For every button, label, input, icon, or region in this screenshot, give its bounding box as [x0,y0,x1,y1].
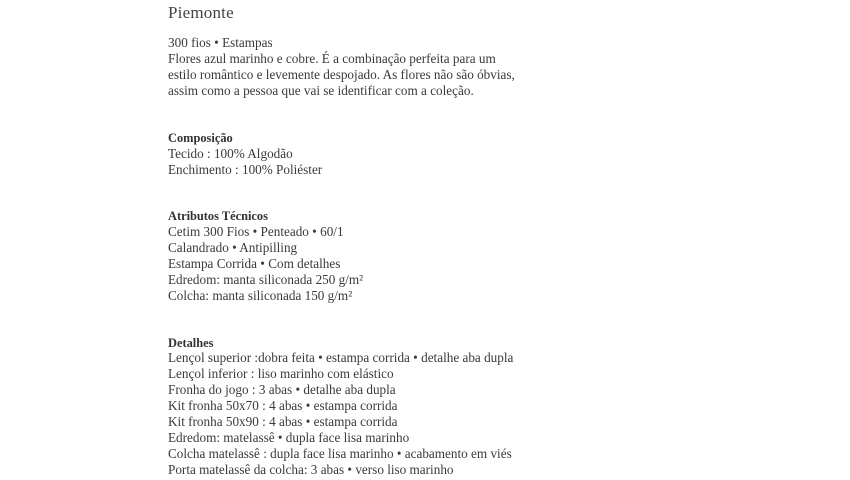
atributos-line: Estampa Corrida • Com detalhes [168,256,341,271]
detalhes-line: Kit fronha 50x90 : 4 abas • estampa corrida [168,414,398,429]
detalhes-section [168,350,513,478]
intro-line: Flores azul marinho e cobre. É a combinação perfeita para um [168,51,496,66]
detalhes-line: Kit fronha 50x70 : 4 abas • estampa corrida [168,398,398,413]
product-title: Piemonte [168,3,234,22]
composicao-line: Enchimento : 100% Poliéster [168,162,323,177]
atributos-line: Cetim 300 Fios • Penteado • 60/1 [168,224,344,239]
intro-line: 300 fios • Estampas [168,35,273,50]
atributos-line: Colcha: manta siliconada 150 g/m² [168,288,353,303]
detalhes-heading: Detalhes [168,336,214,350]
detalhes-line: Edredom: matelassê • dupla face lisa marinho [168,430,410,445]
detalhes-line: Lençol superior :dobra feita • estampa corrida • detalhe aba dupla [168,350,514,365]
atributos-section [168,224,363,304]
intro-line: assim como a pessoa que vai se identificar com a coleção. [168,83,474,98]
detalhes-line: Fronha do jogo : 3 abas • detalhe aba dupla [168,382,396,397]
intro-line: estilo romântico e levemente despojado. As flores não são óbvias, [168,67,515,82]
intro-section [168,35,515,99]
detalhes-line: Lençol inferior : liso marinho com elástico [168,366,394,381]
atributos-line: Edredom: manta siliconada 250 g/m² [168,272,364,287]
composicao-heading: Composição [168,131,233,145]
detalhes-line: Porta matelassê da colcha: 3 abas • verso liso marinho [168,462,454,477]
detalhes-line: Colcha matelassê : dupla face lisa marinho • acabamento em viés [168,446,512,461]
composicao-section [168,146,322,178]
composicao-line: Tecido : 100% Algodão [168,146,293,161]
atributos-heading: Atributos Técnicos [168,209,268,223]
atributos-line: Calandrado • Antipilling [168,240,298,255]
